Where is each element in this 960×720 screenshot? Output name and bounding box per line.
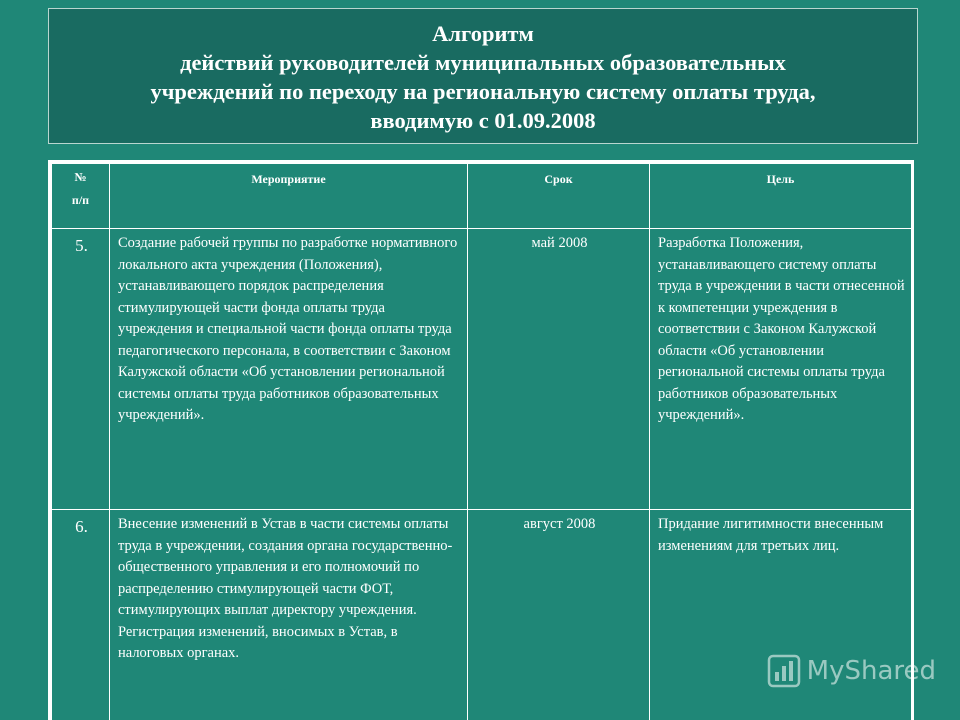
table-row bbox=[52, 510, 912, 720]
watermark bbox=[767, 654, 936, 688]
header-activity: Мероприятие bbox=[110, 164, 468, 229]
chart-logo-icon bbox=[767, 654, 801, 688]
title-line-4: вводимую с 01.09.2008 bbox=[370, 108, 596, 133]
row-goal: Придание лигитимности внесенным изменениям для третьих лиц. bbox=[650, 510, 912, 720]
row-activity: Создание рабочей группы по разработке нормативного локального акта учреждения (Положения), устанавливающего порядок распределения стимулирующей части фонда оплаты труда учреждения и специальной части фонда оплаты труда педагогического персонала, в соответствии с Законом Калужской области «Об установлении региональной системы оплаты труда работников образовательных учреждений». bbox=[110, 229, 468, 510]
title-line-3: учреждений по переходу на региональную систему оплаты труда, bbox=[150, 79, 816, 104]
row-number: 6. bbox=[52, 510, 110, 720]
row-number: 5. bbox=[52, 229, 110, 510]
row-term: август 2008 bbox=[468, 510, 650, 720]
row-term: май 2008 bbox=[468, 229, 650, 510]
header-term: Срок bbox=[468, 164, 650, 229]
header-number-abbr: п/п bbox=[71, 193, 90, 207]
row-activity: Внесение изменений в Устав в части системы оплаты труда в учреждении, создания органа государственно-общественного управления и его полномочий по распределению стимулирующей части ФОТ, стимулирующих выплат директору учреждения. Регистрация изменений, вносимых в Устав, в налоговых органах. bbox=[110, 510, 468, 720]
header-goal: Цель bbox=[650, 164, 912, 229]
table-row bbox=[52, 229, 912, 510]
title-line-2: действий руководителей муниципальных образовательных bbox=[180, 50, 786, 75]
page-title bbox=[48, 8, 918, 144]
watermark-text: MyShared bbox=[806, 656, 936, 686]
table-header-row bbox=[52, 164, 912, 229]
algorithm-table bbox=[48, 160, 914, 720]
row-goal: Разработка Положения, устанавливающего систему оплаты труда в учреждении в части отнесенной к компетенции учреждения в соответствии с Законом Калужской области «Об установлении региональной системы оплаты труда работников образовательных учреждений». bbox=[650, 229, 912, 510]
title-line-1: Алгоритм bbox=[432, 21, 534, 46]
header-number bbox=[52, 164, 110, 229]
header-number-sign: № bbox=[74, 170, 87, 184]
